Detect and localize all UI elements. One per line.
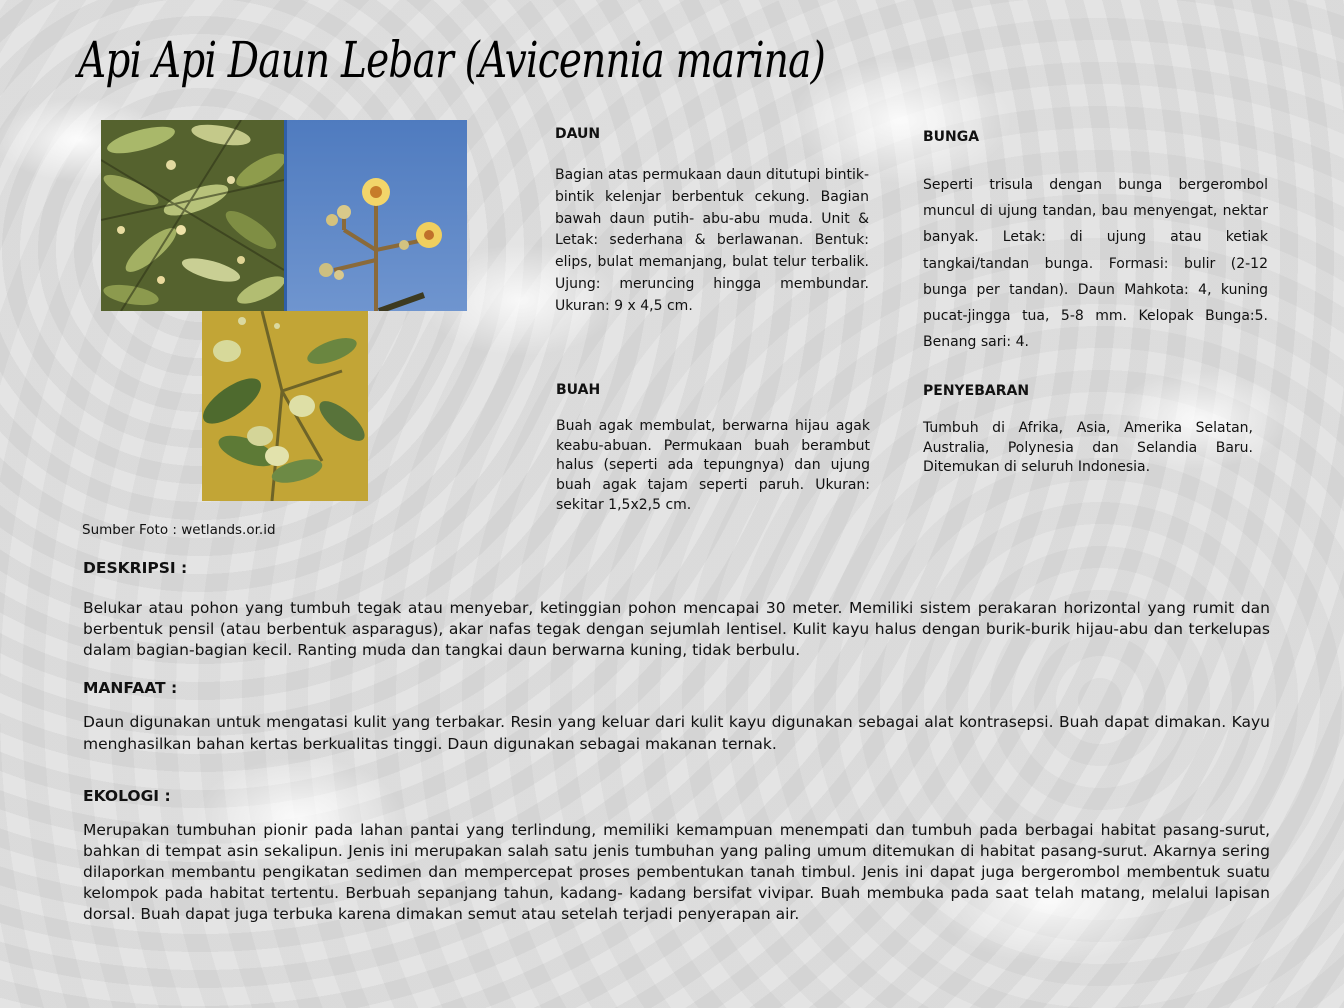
buah-heading: BUAH [556, 382, 601, 398]
penyebaran-heading: PENYEBARAN [923, 383, 1030, 399]
photo-credit: Sumber Foto : wetlands.or.id [82, 522, 276, 538]
daun-text: Bagian atas permukaan daun ditutupi bintik-bintik kelenjar berbentuk cekung. Bagian bawah daun putih- abu-abu muda. Unit & Letak: sederhana & berlawanan. Bentuk: elips, bulat memanjang, bulat telur terbalik. Ujung: meruncing hingga membundar. Ukuran: 9 x 4,5 cm. [555, 167, 869, 314]
page-title: Api Api Daun Lebar (Avicennia marina) [78, 31, 826, 89]
manfaat-section [83, 678, 1270, 755]
leaf-cluster-photo [101, 120, 284, 311]
daun-section [555, 124, 869, 318]
daun-heading: DAUN [555, 126, 601, 142]
ekologi-heading: EKOLOGI : [83, 787, 171, 805]
bunga-text: Seperti trisula dengan bunga bergerombol muncul di ujung tandan, bau menyengat, nektar banyak. Letak: di ujung atau ketiak tangkai/tandan bunga. Formasi: bulir (2-12 bunga per tandan). Daun Mahkota: 4, kuning pucat-jingga tua, 5-8 mm. Kelopak Bunga:5. Benang sari: 4. [923, 177, 1268, 351]
manfaat-heading: MANFAAT : [83, 679, 178, 697]
buah-text: Buah agak membulat, berwarna hijau agak keabu-abuan. Permukaan buah berambut halus (seperti ada tepungnya) dan ujung buah agak tajam seperti paruh. Ukuran: sekitar 1,5x2,5 cm. [556, 418, 870, 513]
penyebaran-text: Tumbuh di Afrika, Asia, Amerika Selatan, Australia, Polynesia dan Selandia Baru. Ditemukan di seluruh Indonesia. [923, 420, 1253, 475]
buah-section [556, 380, 870, 516]
manfaat-text: Daun digunakan untuk mengatasi kulit yang terbakar. Resin yang keluar dari kulit kayu digunakan sebagai alat kontrasepsi. Buah dapat dimakan. Kayu menghasilkan bahan kertas berkualitas tinggi. Daun digunakan sebagai makanan ternak. [83, 713, 1270, 753]
bunga-heading: BUNGA [923, 129, 980, 145]
ekologi-section [83, 786, 1270, 925]
penyebaran-section [923, 381, 1253, 478]
flower-photo [284, 120, 467, 311]
ekologi-text: Merupakan tumbuhan pionir pada lahan pantai yang terlindung, memiliki kemampuan menempati dan tumbuh pada berbagai habitat pasang-surut, bahkan di tempat asin sekalipun. Jenis ini merupakan salah satu jenis tumbuhan yang paling umum ditemukan di habitat pasang-surut. Akarnya sering dilaporkan membantu pengikatan sedimen dan mempercepat proses pembentukan tanah timbul. Jenis ini dapat juga bergerombol membentuk suatu kelompok pada habitat tertentu. Berbuah sepanjang tahun, kadang- kadang bersifat vivipar. Buah membuka pada saat telah matang, melalui lapisan dorsal. Buah dapat juga terbuka karena dimakan semut atau setelah terjadi penyerapan air. [83, 821, 1270, 923]
deskripsi-heading: DESKRIPSI : [83, 559, 188, 577]
deskripsi-section [83, 558, 1270, 661]
bunga-section [923, 127, 1268, 355]
deskripsi-text: Belukar atau pohon yang tumbuh tegak atau menyebar, ketinggian pohon mencapai 30 meter. Memiliki sistem perakaran horizontal yang rumit dan berbentuk pensil (atau berbentuk asparagus), akar nafas tegak dengan sejumlah lentisel. Kulit kayu halus dengan burik-burik hijau-abu dan terkelupas dalam bagian-bagian kecil. Ranting muda dan tangkai daun berwarna kuning, tidak berbulu. [83, 599, 1270, 659]
fruit-photo [202, 311, 368, 501]
